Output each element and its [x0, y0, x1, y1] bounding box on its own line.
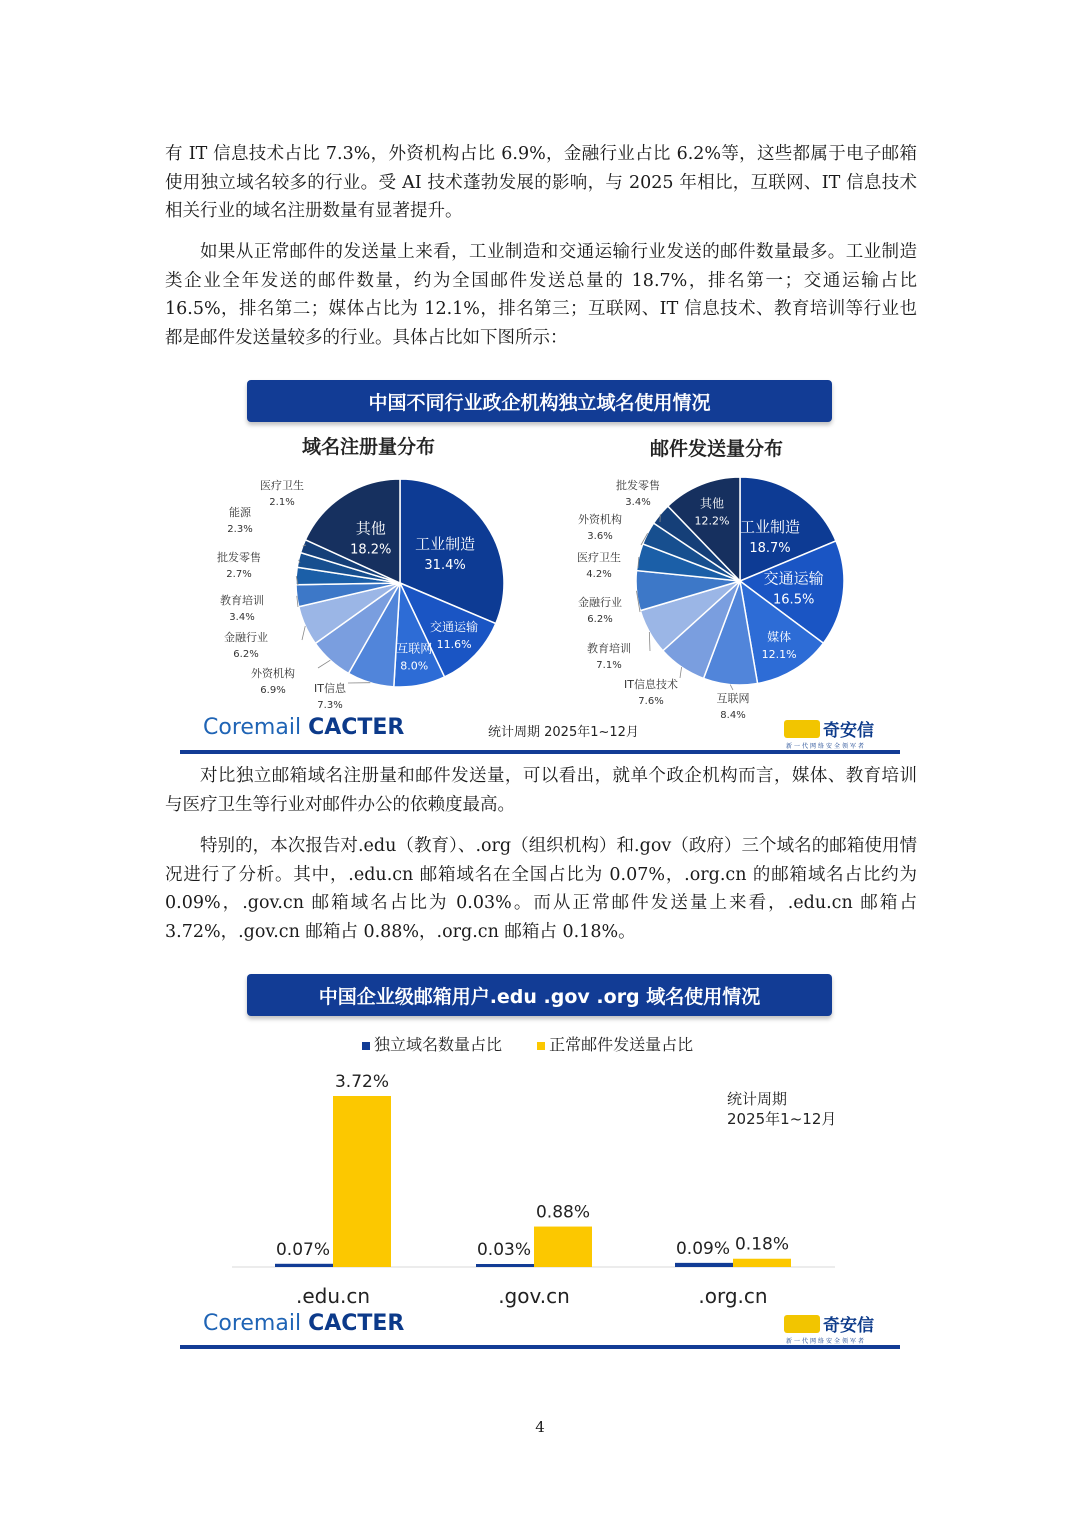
bar-label-1-1: 0.88% [535, 1202, 591, 1223]
coremail-cacter-logo-2 [203, 1311, 404, 1336]
pie2-value-5: 7.1% [596, 660, 622, 671]
pie1-value-8: 2.3% [227, 524, 253, 535]
pie2-label-5: 教育培训 [587, 642, 631, 655]
pie2-value-7: 4.2% [586, 569, 612, 580]
pie2-value-4: 7.6% [638, 696, 664, 707]
pie2-value-2: 12.1% [761, 647, 797, 661]
pie2-value-3: 8.4% [720, 710, 746, 721]
bar-label-0-0: 0.07% [275, 1239, 331, 1260]
bar-0-0 [275, 1264, 333, 1267]
bar-label-1-0: 3.72% [334, 1072, 390, 1092]
qianxin-logo-2 [784, 1311, 874, 1345]
logo-coremail-text-2: Coremail [203, 1311, 302, 1336]
bar-category-1: .gov.cn [498, 1284, 570, 1308]
paragraph-2: 如果从正常邮件的发送量上来看，工业制造和交通运输行业发送的邮件数量最多。工业制造类企业全年发送的邮件数量，约为全国邮件发送总量的 18.7%，排名第一；交通运输占比 16.5%，排名第二；媒体占比为 12.1%，排名第三；互联网、IT 信息技术、教育培训等行业也都是邮件发送量较多的行业。具体占比如下图所示： [165, 242, 917, 348]
legend-label-mail: 正常邮件发送量占比 [549, 1035, 694, 1054]
pie2-label-2: 媒体 [767, 629, 792, 644]
pie2-label-7: 医疗卫生 [577, 551, 621, 564]
pie2-value-0: 18.7% [749, 540, 791, 556]
qianxin-tagline: 新一代网络安全领军者 [786, 743, 867, 750]
pie1-label-9: 医疗卫生 [260, 479, 304, 492]
qianxin-name-2: 奇安信 [823, 1316, 874, 1336]
pie2-label-4: IT信息技术 [624, 678, 678, 691]
bar-label-0-1: 0.03% [476, 1240, 532, 1260]
pie1-value-1: 11.6% [436, 637, 472, 651]
page-number: 4 [535, 1418, 545, 1436]
pie2-value-1: 16.5% [773, 592, 815, 608]
legend-label-domain: 独立域名数量占比 [374, 1035, 503, 1054]
pie1-label-8: 能源 [229, 506, 251, 519]
pie1-label-3: IT信息 [314, 682, 346, 695]
qianxin-mark-icon-2 [784, 1315, 820, 1333]
bar-period-line1: 统计周期 [727, 1090, 788, 1108]
stat-period: 统计周期 2025年1~12月 [488, 725, 639, 740]
paragraph-4: 特别的，本次报告对.edu（教育）、.org（组织机构）和.gov（政府）三个域名的邮箱使用情况进行了分析。其中，.edu.cn 邮箱域名在全国占比为 0.07%，.org.cn 的邮箱域名占比约为 0.09%，.gov.cn 邮箱域名占比为 0.03%。而从正常邮件发送量上来看，.edu.cn 邮箱占 3.72%，.gov.cn 邮箱占 0.88%，.org.cn 邮箱占 0.18%。 [165, 836, 917, 942]
pie1-value-6: 3.4% [229, 612, 255, 623]
pie1-value-4: 6.9% [260, 685, 286, 696]
pie1-value-3: 7.3% [317, 700, 343, 711]
pie2-value-6: 6.2% [587, 614, 613, 625]
pie1-label-7: 批发零售 [217, 551, 261, 564]
bar-category-0: .edu.cn [295, 1284, 371, 1308]
pie1-label-6: 教育培训 [220, 594, 264, 607]
pie1-value-0: 31.4% [424, 558, 466, 574]
pie1-value-7: 2.7% [226, 569, 252, 580]
pie1-label-4: 外资机构 [251, 667, 295, 680]
bar-1-2 [733, 1259, 791, 1267]
pie2-value-10: 12.2% [694, 514, 730, 528]
pie1-label-0: 工业制造 [415, 535, 476, 554]
pie1-value-2: 8.0% [400, 659, 429, 673]
pie1-title: 域名注册量分布 [302, 436, 436, 458]
pie1-value-9: 2.1% [269, 497, 295, 508]
pie2-label-3: 互联网 [716, 692, 750, 705]
paragraph-3: 对比独立邮箱域名注册量和邮件发送量，可以看出，就单个政企机构而言，媒体、教育培训与医疗卫生等行业对邮件办公的依赖度最高。 [165, 766, 917, 815]
pie1-label-5: 金融行业 [224, 631, 268, 644]
logo-cacter-text: CACTER [308, 715, 405, 740]
pie2-value-9: 3.4% [625, 497, 651, 508]
bar-1-0 [333, 1096, 391, 1267]
pie1-label-10: 其他 [355, 519, 386, 538]
figure2-banner: 中国企业级邮箱用户.edu .gov .org 域名使用情况 [247, 974, 832, 1016]
pie2-label-10: 其他 [699, 496, 725, 511]
bar-period-line2: 2025年1~12月 [727, 1110, 837, 1128]
bar-category-2: .org.cn [698, 1284, 768, 1308]
pie2-label-6: 金融行业 [578, 596, 622, 609]
bar-label-1-2: 0.18% [734, 1234, 790, 1255]
figure1-banner: 中国不同行业政企机构独立域名使用情况 [247, 380, 832, 422]
pie1-value-5: 6.2% [233, 649, 259, 660]
logo-cacter-text-2: CACTER [308, 1311, 405, 1336]
bar-0-1 [476, 1264, 534, 1267]
pie2-label-1: 交通运输 [763, 569, 824, 588]
pie1-label-2: 互联网 [396, 641, 433, 656]
logo-coremail-text: Coremail [203, 715, 302, 740]
bar-label-0-2: 0.09% [675, 1238, 731, 1259]
pie1-label-1: 交通运输 [430, 619, 479, 634]
pie1-value-10: 18.2% [350, 542, 392, 558]
figure2-bottom-rule [180, 1345, 900, 1349]
pie2-value-8: 3.6% [587, 531, 613, 542]
qianxin-tagline-2: 新一代网络安全领军者 [786, 1338, 867, 1345]
paragraph-1: 有 IT 信息技术占比 7.3%，外资机构占比 6.9%，金融行业占比 6.2%等，这些都属于电子邮箱使用独立域名较多的行业。受 AI 技术蓬勃发展的影响，与 2025 年相比，互联网、IT 信息技术相关行业的域名注册数量有显著提升。 [165, 144, 917, 222]
pie2-label-9: 批发零售 [616, 479, 660, 492]
qianxin-name: 奇安信 [823, 721, 874, 741]
pie2-label-8: 外资机构 [578, 513, 622, 526]
pie2-label-0: 工业制造 [739, 517, 800, 536]
pie2-title: 邮件发送量分布 [650, 438, 784, 460]
bar-0-2 [675, 1263, 733, 1267]
bar-1-1 [534, 1227, 592, 1267]
